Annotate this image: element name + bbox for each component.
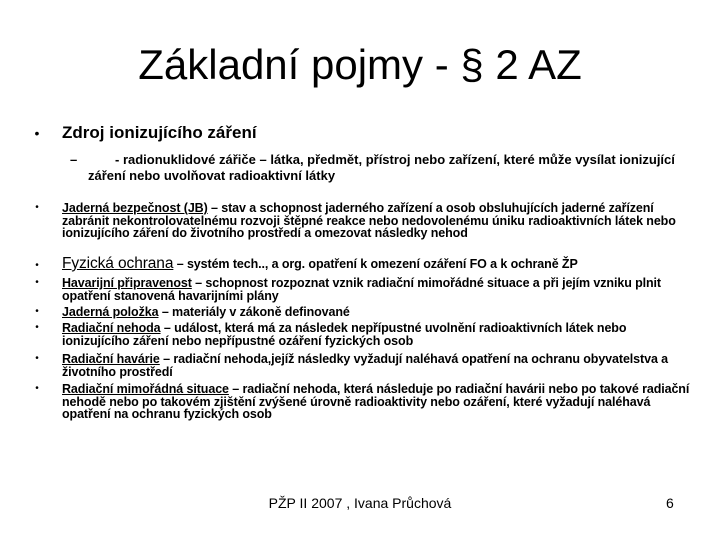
list-item-zdroj (30, 123, 690, 145)
slide-footer: PŽP II 2007 , Ivana Průchová (268, 495, 452, 511)
slide-title: Základní pojmy - § 2 AZ (138, 41, 582, 88)
item-term: Radiační havárie (62, 352, 160, 366)
dash-marker: – (70, 152, 78, 167)
item-definition: – událost, která má za následek nepřípustné uvolnění radioaktivních látek nebo ionizujícího záření nebo nepřípustné ozáření fyzických osob (62, 321, 627, 348)
sub-list-item (70, 152, 710, 184)
bullet: • (35, 260, 39, 271)
bullet: • (35, 322, 39, 333)
item-term: Radiační mimořádná situace (62, 382, 229, 396)
bullet: • (35, 202, 39, 213)
page-number: 6 (666, 495, 674, 511)
item-definition: – radiační nehoda,jejíž následky vyžadují naléhavá opatření na ochranu obyvatelstva a životního prostředí (62, 352, 669, 379)
item-definition: – stav a schopnost jaderného zařízení a osob obsluhujících jaderné zařízení zabránit nekontrolovatelnému rozvoji štěpné reakce nebo nedovolenému úniku radioaktivních látek nebo ionizujícího záření do životního prostředí a omezovat následky nehod (62, 201, 676, 241)
item-definition: – radiační nehoda, která následuje po radiační havárii nebo po takové radiační nehodě nebo po takovém zjištění zvýšené úrovně radioaktivity nebo ozáření, které vyžadují naléhavá opatření na ochranu fyzických osob (62, 382, 690, 422)
bullet: • (35, 306, 39, 317)
item-definition: – materiály v zákoně definované (158, 305, 350, 319)
item-term: Radiační nehoda (62, 321, 161, 335)
item-definition: – systém tech.., a org. opatření k omezení ozáření FO a k ochraně ŽP (173, 257, 578, 271)
bullet: • (35, 383, 39, 394)
sub-item-text: - radionuklidové zářiče – látka, předmět, přístroj nebo zařízení, které může vysílat ionizující záření nebo uvolňovat radioaktivní látky (88, 152, 675, 183)
item-term: Zdroj ionizujícího záření (62, 123, 257, 142)
bullet: • (35, 353, 39, 364)
item-definition: – schopnost rozpoznat vznik radiační mimořádné situace a při jejím vzniku plnit opatření stanovená havarijními plány (62, 276, 661, 303)
item-term: Jaderná bezpečnost (JB) (62, 201, 208, 215)
item-term: Jaderná položka (62, 305, 159, 319)
bullet: • (34, 125, 40, 141)
item-term: Fyzická ochrana (62, 255, 174, 272)
item-term: Havarijní připravenost (62, 276, 192, 290)
bullet: • (35, 277, 39, 288)
